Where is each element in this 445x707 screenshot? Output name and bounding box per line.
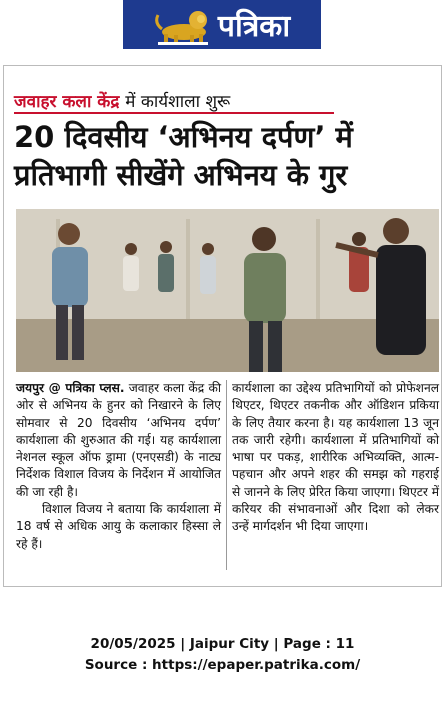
kicker-rest: में कार्यशाला शुरू bbox=[125, 92, 231, 112]
kicker bbox=[14, 89, 434, 112]
kicker-underline bbox=[14, 112, 334, 114]
masthead-logo bbox=[123, 0, 321, 49]
right-paragraph: कार्यशाला का उद्देश्य प्रतिभागियों को प्रोफेशनल थिएटर, थिएटर तकनीक और ऑडिशन प्रकिया के लिए तैयार करना है। यह कार्यशाला 13 जून तक जारी रहेगी। कार्यशाला में प्रतिभागियों को भाषा पर पकड़, शारीरिक अभिव्यक्ति, आत्म-पहचान और अपने शहर की समझ को गहराई से जानने के लिए प्रेरित किया जाएगा। थिएटर में करियर की संभावनाओं और दिशा को लेकर उन्हें मार्गदर्शन भी दिया जाएगा। bbox=[232, 381, 439, 534]
headline bbox=[14, 118, 439, 194]
kicker-highlight: जवाहर कला केंद्र bbox=[14, 92, 120, 112]
news-clipping bbox=[3, 65, 442, 587]
column-divider bbox=[226, 380, 227, 570]
workshop-photo-illustration bbox=[16, 209, 439, 372]
workshop-photo bbox=[16, 209, 439, 372]
headline-line-2: प्रतिभागी सीखेंगे अभिनय के गुर bbox=[14, 158, 348, 192]
headline-line-1: 20 दिवसीय ‘अभिनय दर्पण’ में bbox=[14, 120, 353, 154]
dateline: जयपुर @ पत्रिका प्लस. bbox=[16, 381, 125, 395]
article-column-left bbox=[16, 380, 221, 553]
footer-date-page: 20/05/2025 | Jaipur City | Page : 11 bbox=[90, 636, 355, 652]
lion-icon bbox=[154, 5, 212, 45]
footer-source: Source : https://epaper.patrika.com/ bbox=[84, 657, 361, 673]
left-paragraph-1 bbox=[16, 380, 221, 501]
masthead-title: पत्रिका bbox=[217, 9, 291, 44]
left-paragraph-2: विशाल विजय ने बताया कि कार्यशाला में 18 वर्ष से अधिक आयु के कलाकार हिस्सा ले रहे हैं। bbox=[16, 502, 221, 551]
left-paragraph-1-text: जवाहर कला केंद्र की ओर से अभिनय के हुनर को निखारने के लिए सोमवार से 20 दिवसीय ‘अभिनय दर्पण’ कार्यशाला की शुरुआत की गई। यह कार्यशाला नेशनल स्कूल ऑफ ड्रामा (एनएसडी) के नाट्य निर्देशक विशाल विजय के निर्देशन में आयोजित की जा रही है। bbox=[16, 381, 221, 499]
article-column-right bbox=[232, 380, 439, 536]
